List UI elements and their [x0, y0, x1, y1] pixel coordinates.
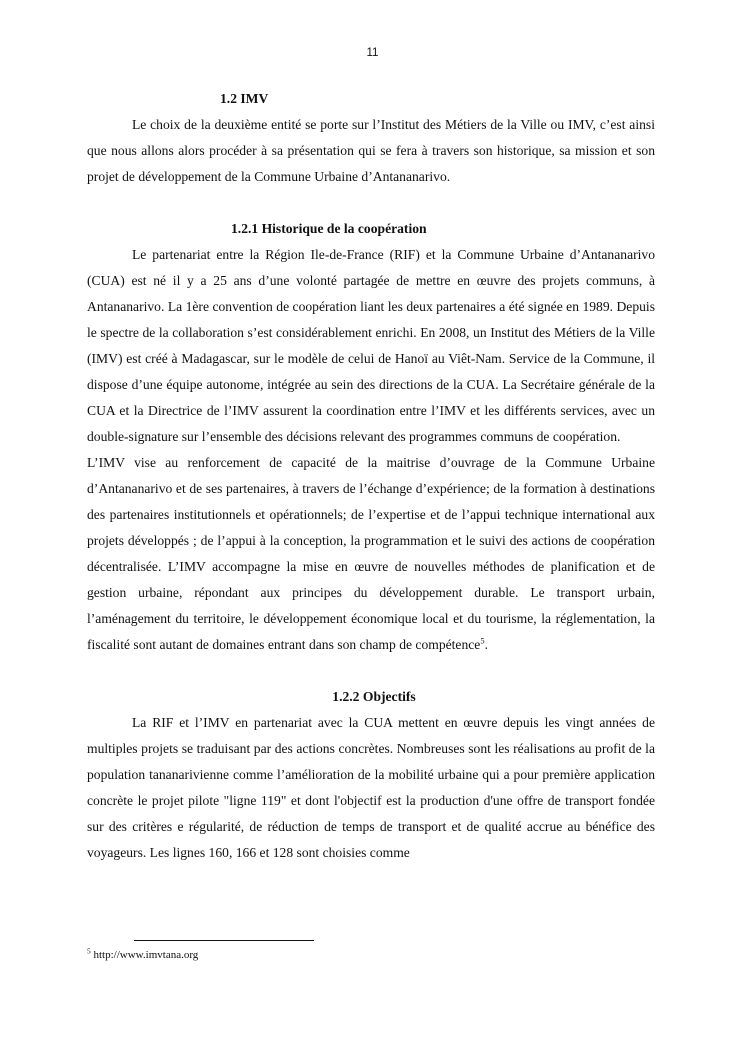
footnote-separator — [134, 940, 314, 941]
footnote-reference: 5 — [480, 635, 485, 646]
subsection-heading-historique: 1.2.1 Historique de la coopération — [231, 221, 427, 236]
historique-paragraph-2-text: L’IMV vise au renforcement de capacité de la maitrise d’ouvrage de la Commune Urbaine d’Antananarivo et de ses partenaires, à travers de l’échange d’expérience; de la formation à destinations des partenaires institutionnels et opérationnels; de l’expertise et de l’appui technique international aux projets développés ; de l’appui à la conception, la programmation et le suivi des actions de coopération décentralisée. L’IMV accompagne la mise en œuvre de nouvelles méthodes de planification et de gestion urbaine, répondant aux principes du développement durable. Le transport urbain, l’aménagement du territoire, le développement économique local et du tourisme, la réglementation, la fiscalité sont autant de domaines entrant dans son champ de compétence — [87, 455, 655, 652]
historique-paragraph-1: Le partenariat entre la Région Ile-de-France (RIF) et la Commune Urbaine d’Antananarivo (CUA) est né il y a 25 ans d’une volonté partagée de mettre en œuvre des projets communs, à Antananarivo. La 1ère convention de coopération liant les deux partenaires a été signée en 1989. Depuis le spectre de la collaboration s’est considérablement enrichi. En 2008, un Institut des Métiers de la Ville (IMV) est créé à Madagascar, sur le modèle de celui de Hanoï au Viêt-Nam. Service de la Commune, il dispose d’une équipe autonome, intégrée au sein des directions de la CUA. La Secrétaire générale de la CUA et la Directrice de l’IMV assurent la coordination entre l’IMV et les différents services, avec un double-signature sur l’ensemble des décisions relevant des programmes communs de coopération. — [87, 247, 655, 444]
historique-paragraph-2 — [87, 450, 655, 658]
footnote — [87, 948, 198, 962]
subsection-heading-objectifs: 1.2.2 Objectifs — [332, 689, 416, 704]
historique-paragraph-2-end: . — [484, 637, 488, 652]
objectifs-paragraph: La RIF et l’IMV en partenariat avec la CUA mettent en œuvre depuis les vingt années de multiples projets se traduisant par des actions concrètes. Nombreuses sont les réalisations au profit de la population tananarivienne comme l’amélioration de la mobilité urbaine qui a pour première application concrète le projet pilote "ligne 119" et dont l'objectif est la production d'une offre de transport fondée sur des critères e régularité, de réduction de temps de transport et de qualité accrue au bénéfice des voyageurs. Les lignes 160, 166 et 128 sont choisies comme — [87, 715, 655, 860]
document-body — [87, 86, 655, 866]
intro-paragraph: Le choix de la deuxième entité se porte sur l’Institut des Métiers de la Ville ou IMV, c’est ainsi que nous allons alors procéder à sa présentation qui se fera à travers son historique, sa mission et son projet de développement de la Commune Urbaine d’Antananarivo. — [87, 117, 655, 184]
section-heading-imv: 1.2 IMV — [220, 91, 269, 106]
footnote-number: 5 — [87, 946, 91, 956]
page-number: 11 — [366, 47, 379, 59]
footnote-link: http://www.imvtana.org — [90, 949, 199, 961]
